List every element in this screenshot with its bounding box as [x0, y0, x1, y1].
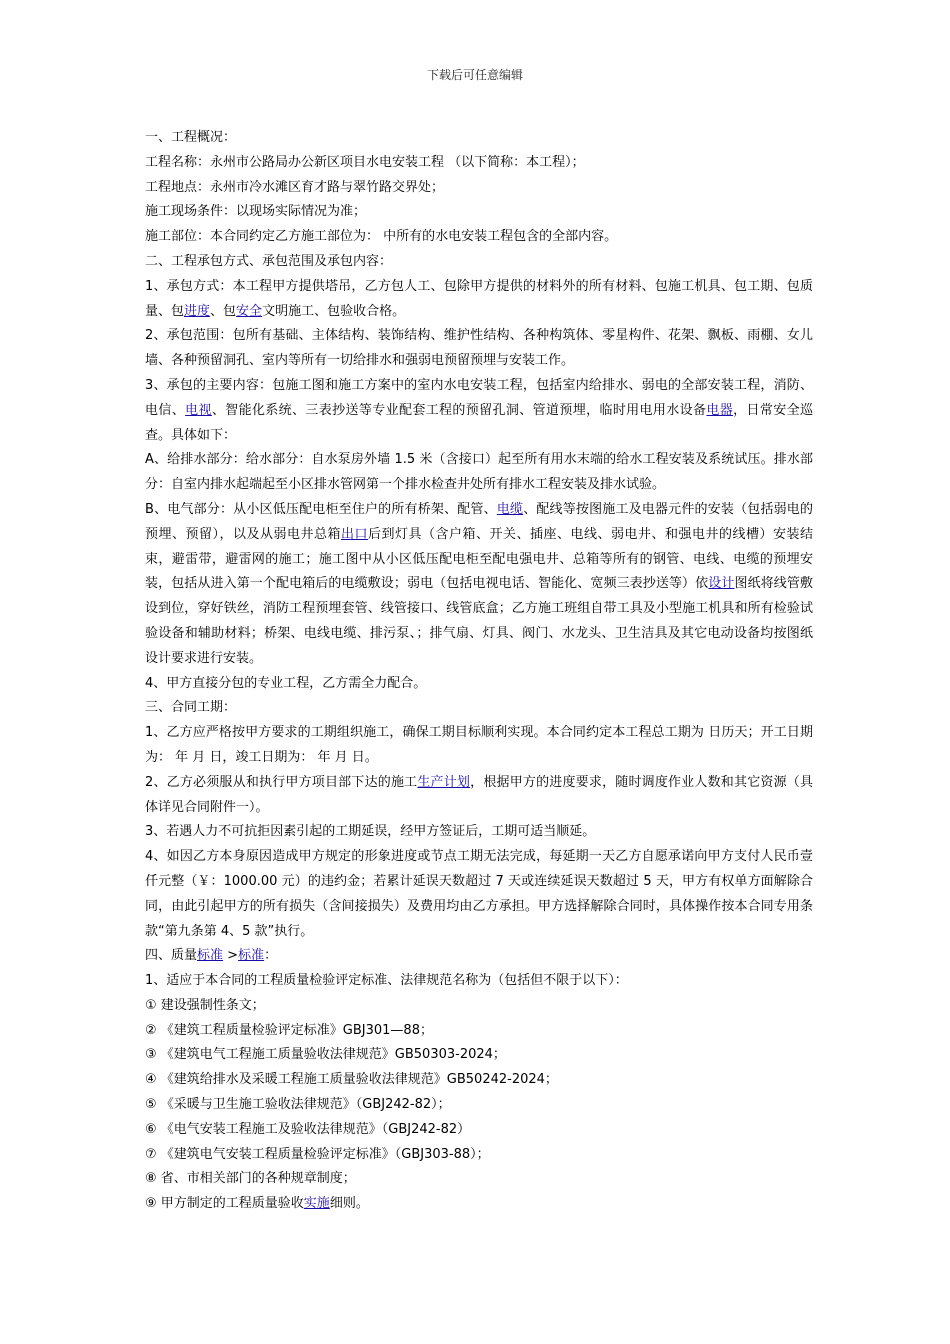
paragraph-text: 图纸将线管敷设到位，穿好铁丝，消防工程预埋套管、线管接口、线管底盒；乙方施工班组自带工具及小型施工机具和所有检验试验设备和辅助材料；桥架、电线电缆、排污泵、；排气扇、灯具、阀门、水龙头、卫生洁具及其它电动设备均按图纸设计要求进行安装。 [145, 576, 813, 666]
paragraph-text: 工程地点：永州市冷水滩区育才路与翠竹路交界处； [145, 179, 445, 195]
paragraph [145, 324, 813, 374]
hyperlink[interactable]: 设计 [708, 576, 735, 592]
paragraph-text: 施工现场条件：以现场实际情况为准； [145, 204, 367, 220]
paragraph-text: ，日常安全巡查。具体如下： [145, 402, 813, 443]
paragraph-text: 工程名称：永州市公路局办公新区项目水电安装工程 （以下简称：本工程）； [145, 154, 585, 170]
paragraph [145, 498, 813, 672]
paragraph [145, 176, 813, 201]
paragraph [145, 225, 813, 250]
paragraph-text: 、智能化系统、三表抄送等专业配套工程的预留孔洞、管道预埋，临时用电用水设备 [211, 402, 707, 418]
paragraph [145, 374, 813, 448]
paragraph [145, 1043, 813, 1068]
paragraph-text: 细则。 [329, 1196, 369, 1212]
paragraph [145, 448, 813, 498]
paragraph [145, 672, 813, 697]
paragraph-text: ⑦ 《建筑电气安装工程质量检验评定标准》（GBJ303-88）； [145, 1146, 490, 1162]
paragraph [145, 1143, 813, 1168]
paragraph [145, 126, 813, 151]
paragraph [145, 820, 813, 845]
hyperlink[interactable]: 出口 [341, 526, 368, 542]
paragraph [145, 200, 813, 225]
paragraph-text: ⑥ 《电气安装工程施工及验收法律规范》（GBJ242-82） [145, 1121, 471, 1137]
paragraph-text: 1、承包方式：本工程甲方提供塔吊，乙方包人工、包除甲方提供的材料外的所有材料、包施工机具、包工期、包质量、包 [145, 278, 813, 319]
hyperlink[interactable]: 标准 [238, 948, 265, 964]
hyperlink[interactable]: 电视 [185, 402, 212, 418]
paragraph-text: ④ 《建筑给排水及采暖工程施工质量验收法律规范》GB50242-2024； [145, 1072, 558, 1088]
paragraph-text: 一、工程概况： [145, 130, 237, 145]
paragraph-text: 2、承包范围：包所有基础、主体结构、装饰结构、维护性结构、各种构筑体、零星构件、花架、飘板、雨棚、女儿墙、各种预留洞孔、室内等所有一切给排水和强弱电预留预埋与安装工作。 [145, 328, 813, 369]
paragraph-text: 3、若遇人力不可抗拒因素引起的工期延误，经甲方签证后，工期可适当顺延。 [145, 824, 596, 840]
hyperlink[interactable]: 进度 [184, 303, 211, 319]
paragraph [145, 1019, 813, 1044]
paragraph [145, 250, 813, 275]
paragraph-text: ⑨ 甲方制定的工程质量验收 [145, 1196, 304, 1212]
paragraph-text: 4、如因乙方本身原因造成甲方规定的形象进度或节点工期无法完成，每延期一天乙方自愿承诺向甲方支付人民币壹仟元整（￥：1000.00 元）的违约金；若累计延误天数超过 7 天或连续延误天数超过 5 天，甲方有权单方面解除合同，由此引起甲方的所有损失（含间接损失）及费用均由乙方承担。甲方选择解除合同时，具体操作按本合同专用条款“第九条第 4、5 款”执行。 [145, 849, 813, 939]
hyperlink[interactable]: 生产计划 [417, 774, 471, 790]
paragraph-text: ： [264, 948, 278, 964]
paragraph-text: ① 建设强制性条文； [145, 997, 265, 1013]
paragraph [145, 969, 813, 994]
paragraph [145, 1118, 813, 1143]
hyperlink[interactable]: 电缆 [496, 501, 524, 517]
paragraph [145, 994, 813, 1019]
document-body [145, 126, 813, 1217]
paragraph-text: 四、质量 [145, 948, 198, 964]
page-header: 下载后可任意编辑 [426, 68, 523, 82]
paragraph-text: 1、适应于本合同的工程质量检验评定标准、法律规范名称为（包括但不限于以下）： [145, 973, 628, 989]
paragraph-text: 二、工程承包方式、承包范围及承包内容： [145, 253, 393, 269]
paragraph-text: 4、甲方直接分包的专业工程，乙方需全力配合。 [145, 675, 427, 691]
hyperlink[interactable]: 安全 [236, 303, 263, 319]
paragraph-text: 三、合同工期： [145, 700, 237, 716]
paragraph-text: 文明施工、包验收合格。 [262, 303, 406, 319]
paragraph [145, 845, 813, 944]
hyperlink[interactable]: 标准 [197, 948, 224, 964]
paragraph-text: 2、乙方必须服从和执行甲方项目部下达的施工 [145, 774, 418, 790]
paragraph-text: 1、乙方应严格按甲方要求的工期组织施工，确保工期目标顺利实现。本合同约定本工程总工期为 日历天；开工日期为： 年 月 日，竣工日期为： 年 月 日。 [145, 725, 813, 765]
paragraph-text: 、配线等按图施工及电器元件的安装（包括弱电的预埋、预留），以及从弱电井总箱 [145, 501, 813, 542]
paragraph-text: ⑤ 《采暖与卫生施工验收法律规范》（GBJ242-82）； [145, 1097, 451, 1113]
paragraph-text: 后到灯具（含户箱、开关、插座、电线、弱电井、和强电井的线槽）安装结束，避雷带，避雷网的施工；施工图中从小区低压配电柜至配电强电井、总箱等所有的钢管、电线、电缆的预埋安装，包括从进入第一个配电箱后的电缆敷设；弱电（包括电视电话、智能化、宽频三表抄送等）依 [145, 526, 813, 592]
paragraph [145, 1093, 813, 1118]
paragraph-text: ② 《建筑工程质量检验评定标准》GBJ301—88； [145, 1022, 433, 1038]
paragraph-text: 3、承包的主要内容：包施工图和施工方案中的室内水电安装工程，包括室内给排水、弱电的全部安装工程，消防、电信、 [145, 377, 813, 418]
paragraph [145, 721, 813, 771]
paragraph [145, 151, 813, 176]
paragraph [145, 1167, 813, 1192]
paragraph-text: 施工部位：本合同约定乙方施工部位为： 中所有的水电安装工程包含的全部内容。 [145, 229, 618, 245]
paragraph [145, 696, 813, 721]
hyperlink[interactable]: 实施 [303, 1196, 330, 1212]
paragraph [145, 1192, 813, 1217]
paragraph-text: 、包 [210, 303, 237, 319]
paragraph [145, 944, 813, 969]
paragraph-text: > [223, 948, 239, 964]
paragraph-text: ③ 《建筑电气工程施工质量验收法律规范》GB50303-2024； [145, 1047, 506, 1063]
paragraph [145, 1068, 813, 1093]
paragraph-text: ⑧ 省、市相关部门的各种规章制度； [145, 1171, 356, 1187]
paragraph [145, 275, 813, 325]
paragraph-text: ，根据甲方的进度要求，随时调度作业人数和其它资源（具体详见合同附件一）。 [145, 774, 813, 815]
paragraph-text: A、给排水部分：给水部分：自水泵房外墙 1.5 米（含接口）起至所有用水末端的给水工程安装及系统试压。排水部分：自室内排水起端起至小区排水管网第一个排水检查井处所有排水工程安装及排水试验。 [145, 452, 813, 493]
hyperlink[interactable]: 电器 [706, 402, 734, 418]
paragraph [145, 771, 813, 821]
paragraph-text: B、电气部分：从小区低压配电柜至住户的所有桥架、配管、 [145, 501, 497, 517]
